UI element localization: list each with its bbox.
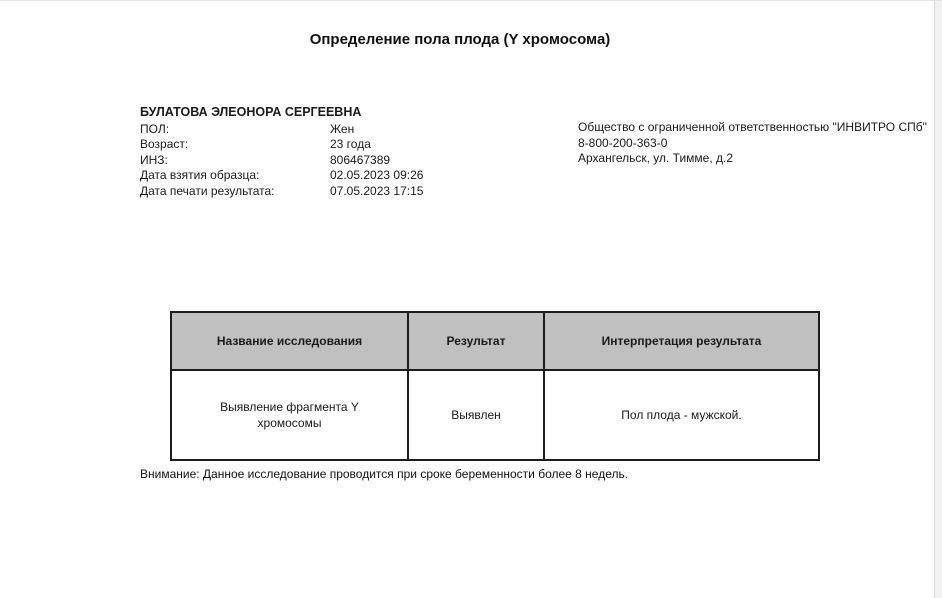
patient-field-sex (140, 122, 570, 138)
patient-field-sample-date (140, 168, 570, 184)
organization-phone: 8-800-200-363-0 (578, 135, 668, 150)
page-right-edge (934, 1, 942, 598)
patient-name: БУЛАТОВА ЭЛЕОНОРА СЕРГЕЕВНА (140, 105, 362, 119)
header-cell-test-name: Название исследования (171, 312, 408, 370)
patient-field-age (140, 137, 570, 153)
page-title: Определение пола плода (Y хромосома) (309, 31, 611, 48)
field-label: Дата печати результата: (140, 183, 275, 198)
patient-field-inz (140, 153, 570, 169)
field-value: Жен (330, 121, 355, 136)
field-label: ИНЗ: (140, 152, 168, 167)
field-value: 806467389 (330, 152, 391, 167)
cell-test-name: Выявление фрагмента Y хромосомы (171, 370, 408, 460)
table-row (171, 370, 819, 460)
footer-note: Внимание: Данное исследование проводится при сроке беременности более 8 недель. (140, 467, 629, 481)
field-label: Возраст: (140, 137, 189, 151)
field-value: 07.05.2023 17:15 (330, 183, 424, 198)
cell-interpretation: Пол плода - мужской. (544, 370, 819, 460)
field-value: 23 года (330, 137, 371, 151)
field-label: ПОЛ: (140, 121, 170, 136)
header-cell-interpretation: Интерпретация результата (544, 312, 819, 370)
results-table-header-row (171, 312, 819, 370)
organization-address: Архангельск, ул. Тимме, д.2 (578, 151, 734, 165)
patient-info-block (140, 105, 570, 199)
field-label: Дата взятия образца: (140, 168, 260, 182)
organization-name: Общество с ограниченной ответственностью "ИНВИТРО СПб" (578, 120, 927, 134)
field-value: 02.05.2023 09:26 (330, 168, 424, 182)
header-cell-result: Результат (408, 312, 544, 370)
results-table (170, 311, 820, 461)
patient-field-print-date (140, 184, 570, 200)
cell-result: Выявлен (408, 370, 544, 460)
organization-info-block (578, 120, 936, 167)
